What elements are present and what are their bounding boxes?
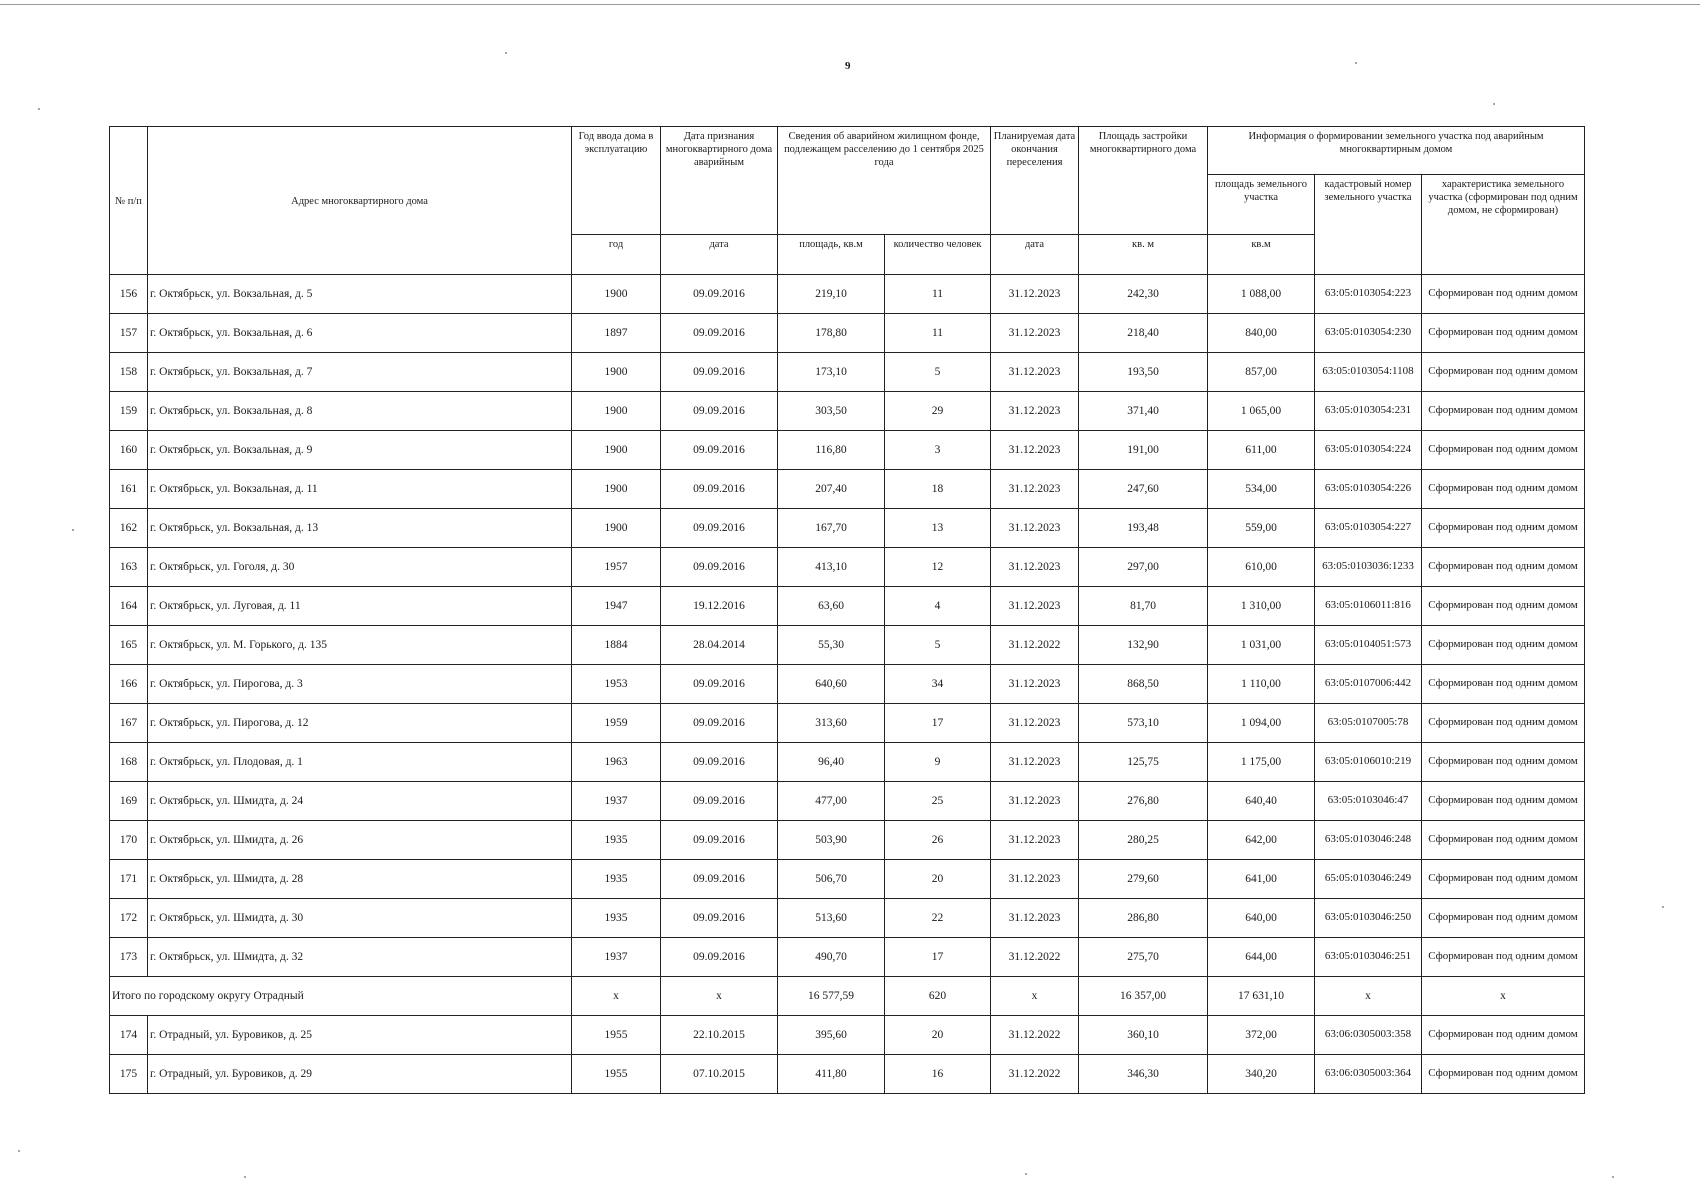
row-land-status: Сформирован под одним домом (1422, 431, 1585, 470)
row-number: 159 (110, 392, 148, 431)
row-number: 168 (110, 743, 148, 782)
row-land-status: Сформирован под одним домом (1422, 1055, 1585, 1094)
col-header-year-built: Год ввода дома в эксплуатацию (572, 127, 661, 235)
row-building-area: 280,25 (1079, 821, 1208, 860)
scan-speck (18, 1150, 20, 1152)
row-land-area: 644,00 (1208, 938, 1315, 977)
row-people: 5 (885, 626, 991, 665)
row-building-area: 242,30 (1079, 275, 1208, 314)
row-planned-end: 31.12.2023 (991, 470, 1079, 509)
row-year: 1959 (572, 704, 661, 743)
table-row (110, 899, 1585, 938)
row-land-status: Сформирован под одним домом (1422, 782, 1585, 821)
row-address: г. Октябрьск, ул. Вокзальная, д. 5 (148, 275, 572, 314)
row-number: 163 (110, 548, 148, 587)
row-planned-end: 31.12.2023 (991, 860, 1079, 899)
row-address: г. Отрадный, ул. Буровиков, д. 25 (148, 1016, 572, 1055)
row-recognition-date: 09.09.2016 (661, 938, 778, 977)
row-building-area: 346,30 (1079, 1055, 1208, 1094)
row-land-status: Сформирован под одним домом (1422, 704, 1585, 743)
scan-edge-line (0, 4, 1700, 5)
row-land-area: 340,20 (1208, 1055, 1315, 1094)
row-cadastral: 63:05:0103054:230 (1315, 314, 1422, 353)
row-number: 156 (110, 275, 148, 314)
row-land-status: Сформирован под одним домом (1422, 899, 1585, 938)
row-recognition-date: 09.09.2016 (661, 665, 778, 704)
row-address: г. Октябрьск, ул. Вокзальная, д. 8 (148, 392, 572, 431)
row-recognition-date: 09.09.2016 (661, 704, 778, 743)
row-year: 1935 (572, 821, 661, 860)
row-year: 1897 (572, 314, 661, 353)
row-land-status: Сформирован под одним домом (1422, 587, 1585, 626)
row-building-area: 360,10 (1079, 1016, 1208, 1055)
row-planned-end: 31.12.2023 (991, 548, 1079, 587)
row-people: 29 (885, 392, 991, 431)
total-people: 620 (885, 977, 991, 1016)
row-building-area: 191,00 (1079, 431, 1208, 470)
row-building-area: 275,70 (1079, 938, 1208, 977)
table-row (110, 938, 1585, 977)
row-address: г. Октябрьск, ул. Луговая, д. 11 (148, 587, 572, 626)
row-recognition-date: 09.09.2016 (661, 899, 778, 938)
row-building-area: 868,50 (1079, 665, 1208, 704)
row-recognition-date: 09.09.2016 (661, 353, 778, 392)
scan-speck (1493, 103, 1495, 105)
unit-land-sqm: кв.м (1208, 235, 1315, 275)
col-header-num: № п/п (110, 127, 148, 275)
row-number: 171 (110, 860, 148, 899)
row-planned-end: 31.12.2023 (991, 509, 1079, 548)
row-land-status: Сформирован под одним домом (1422, 314, 1585, 353)
row-recognition-date: 09.09.2016 (661, 509, 778, 548)
total-end: х (991, 977, 1079, 1016)
row-recognition-date: 09.09.2016 (661, 548, 778, 587)
total-cadastral: х (1315, 977, 1422, 1016)
row-area: 490,70 (778, 938, 885, 977)
row-building-area: 297,00 (1079, 548, 1208, 587)
row-address: г. Октябрьск, ул. Вокзальная, д. 7 (148, 353, 572, 392)
row-land-area: 1 088,00 (1208, 275, 1315, 314)
row-cadastral: 63:05:0106011:816 (1315, 587, 1422, 626)
total-land: 17 631,10 (1208, 977, 1315, 1016)
row-building-area: 218,40 (1079, 314, 1208, 353)
row-cadastral: 63:05:0103046:250 (1315, 899, 1422, 938)
row-area: 477,00 (778, 782, 885, 821)
row-building-area: 132,90 (1079, 626, 1208, 665)
row-land-area: 1 094,00 (1208, 704, 1315, 743)
unit-building-sqm: кв. м (1079, 235, 1208, 275)
table-row (110, 509, 1585, 548)
row-planned-end: 31.12.2022 (991, 1055, 1079, 1094)
row-area: 411,80 (778, 1055, 885, 1094)
row-year: 1935 (572, 860, 661, 899)
unit-date: дата (661, 235, 778, 275)
row-land-area: 1 065,00 (1208, 392, 1315, 431)
emergency-housing-table (109, 126, 1585, 1094)
row-number: 170 (110, 821, 148, 860)
row-address: г. Октябрьск, ул. Шмидта, д. 28 (148, 860, 572, 899)
row-land-status: Сформирован под одним домом (1422, 860, 1585, 899)
col-header-land-status: характеристика земельного участка (сформирован под одним домом, не сформирован) (1422, 175, 1585, 275)
col-header-planned-end: Планируемая дата окончания переселения (991, 127, 1079, 235)
row-land-area: 559,00 (1208, 509, 1315, 548)
row-year: 1957 (572, 548, 661, 587)
row-year: 1900 (572, 509, 661, 548)
row-year: 1947 (572, 587, 661, 626)
row-number: 158 (110, 353, 148, 392)
table-row (110, 1016, 1585, 1055)
row-land-area: 857,00 (1208, 353, 1315, 392)
unit-year: год (572, 235, 661, 275)
row-area: 173,10 (778, 353, 885, 392)
row-land-status: Сформирован под одним домом (1422, 626, 1585, 665)
row-number: 157 (110, 314, 148, 353)
row-people: 13 (885, 509, 991, 548)
row-year: 1953 (572, 665, 661, 704)
col-header-land-info: Информация о формировании земельного участка под аварийным многоквартирным домом (1208, 127, 1585, 175)
row-address: г. Октябрьск, ул. Вокзальная, д. 6 (148, 314, 572, 353)
total-date: х (661, 977, 778, 1016)
row-land-area: 840,00 (1208, 314, 1315, 353)
row-land-status: Сформирован под одним домом (1422, 938, 1585, 977)
total-status: х (1422, 977, 1585, 1016)
row-address: г. Октябрьск, ул. Шмидта, д. 32 (148, 938, 572, 977)
row-cadastral: 63:06:0305003:358 (1315, 1016, 1422, 1055)
unit-people: количество человек (885, 235, 991, 275)
total-year: х (572, 977, 661, 1016)
row-building-area: 193,50 (1079, 353, 1208, 392)
row-cadastral: 63:05:0103054:223 (1315, 275, 1422, 314)
row-address: г. Октябрьск, ул. Шмидта, д. 30 (148, 899, 572, 938)
table-row (110, 314, 1585, 353)
row-address: г. Октябрьск, ул. Вокзальная, д. 11 (148, 470, 572, 509)
row-people: 3 (885, 431, 991, 470)
row-area: 395,60 (778, 1016, 885, 1055)
table-row (110, 470, 1585, 509)
row-area: 303,50 (778, 392, 885, 431)
row-area: 506,70 (778, 860, 885, 899)
row-people: 11 (885, 314, 991, 353)
row-planned-end: 31.12.2023 (991, 587, 1079, 626)
row-cadastral: 63:06:0305003:364 (1315, 1055, 1422, 1094)
row-recognition-date: 09.09.2016 (661, 743, 778, 782)
row-recognition-date: 09.09.2016 (661, 431, 778, 470)
row-address: г. Отрадный, ул. Буровиков, д. 29 (148, 1055, 572, 1094)
row-number: 161 (110, 470, 148, 509)
unit-planned-date: дата (991, 235, 1079, 275)
scan-speck (1612, 1176, 1614, 1178)
row-year: 1884 (572, 626, 661, 665)
scan-speck (1662, 906, 1664, 908)
col-header-emergency-fund: Сведения об аварийном жилищном фонде, подлежащем расселению до 1 сентября 2025 года (778, 127, 991, 235)
row-cadastral: 63:05:0106010:219 (1315, 743, 1422, 782)
row-building-area: 371,40 (1079, 392, 1208, 431)
row-land-area: 372,00 (1208, 1016, 1315, 1055)
row-land-area: 640,40 (1208, 782, 1315, 821)
row-people: 4 (885, 587, 991, 626)
table-row (110, 860, 1585, 899)
row-area: 413,10 (778, 548, 885, 587)
table-row (110, 704, 1585, 743)
row-planned-end: 31.12.2022 (991, 938, 1079, 977)
row-address: г. Октябрьск, ул. Вокзальная, д. 13 (148, 509, 572, 548)
row-land-status: Сформирован под одним домом (1422, 1016, 1585, 1055)
table-row (110, 353, 1585, 392)
row-planned-end: 31.12.2023 (991, 275, 1079, 314)
total-area: 16 577,59 (778, 977, 885, 1016)
row-land-status: Сформирован под одним домом (1422, 353, 1585, 392)
row-building-area: 573,10 (1079, 704, 1208, 743)
row-area: 640,60 (778, 665, 885, 704)
scan-speck (72, 529, 74, 531)
row-address: г. Октябрьск, ул. М. Горького, д. 135 (148, 626, 572, 665)
row-planned-end: 31.12.2023 (991, 821, 1079, 860)
row-building-area: 193,48 (1079, 509, 1208, 548)
row-cadastral: 63:05:0103036:1233 (1315, 548, 1422, 587)
row-land-area: 610,00 (1208, 548, 1315, 587)
row-address: г. Октябрьск, ул. Пирогова, д. 3 (148, 665, 572, 704)
row-cadastral: 63:05:0104051:573 (1315, 626, 1422, 665)
row-recognition-date: 22.10.2015 (661, 1016, 778, 1055)
row-cadastral: 65:05:0103046:249 (1315, 860, 1422, 899)
row-people: 17 (885, 938, 991, 977)
row-recognition-date: 09.09.2016 (661, 821, 778, 860)
row-address: г. Октябрьск, ул. Плодовая, д. 1 (148, 743, 572, 782)
total-label: Итого по городскому округу Отрадный (110, 977, 572, 1016)
row-planned-end: 31.12.2023 (991, 392, 1079, 431)
col-header-building-area: Площадь застройки многоквартирного дома (1079, 127, 1208, 235)
row-building-area: 125,75 (1079, 743, 1208, 782)
row-number: 169 (110, 782, 148, 821)
row-planned-end: 31.12.2023 (991, 353, 1079, 392)
col-header-cadastral: кадастровый номер земельного участка (1315, 175, 1422, 275)
row-land-area: 534,00 (1208, 470, 1315, 509)
row-recognition-date: 19.12.2016 (661, 587, 778, 626)
row-year: 1935 (572, 899, 661, 938)
row-people: 12 (885, 548, 991, 587)
row-planned-end: 31.12.2023 (991, 431, 1079, 470)
row-people: 22 (885, 899, 991, 938)
row-recognition-date: 09.09.2016 (661, 782, 778, 821)
scan-speck (1025, 1173, 1027, 1175)
row-building-area: 279,60 (1079, 860, 1208, 899)
row-people: 9 (885, 743, 991, 782)
row-area: 167,70 (778, 509, 885, 548)
row-area: 503,90 (778, 821, 885, 860)
row-area: 207,40 (778, 470, 885, 509)
total-build: 16 357,00 (1079, 977, 1208, 1016)
row-land-status: Сформирован под одним домом (1422, 548, 1585, 587)
row-number: 172 (110, 899, 148, 938)
row-recognition-date: 09.09.2016 (661, 392, 778, 431)
row-planned-end: 31.12.2023 (991, 704, 1079, 743)
row-cadastral: 63:05:0103046:248 (1315, 821, 1422, 860)
row-people: 26 (885, 821, 991, 860)
row-land-status: Сформирован под одним домом (1422, 821, 1585, 860)
row-number: 166 (110, 665, 148, 704)
row-year: 1955 (572, 1016, 661, 1055)
row-people: 5 (885, 353, 991, 392)
scan-speck (1355, 62, 1357, 64)
row-number: 175 (110, 1055, 148, 1094)
row-cadastral: 63:05:0103054:1108 (1315, 353, 1422, 392)
table-row (110, 1055, 1585, 1094)
row-land-status: Сформирован под одним домом (1422, 509, 1585, 548)
row-address: г. Октябрьск, ул. Шмидта, д. 24 (148, 782, 572, 821)
row-cadastral: 63:05:0103054:231 (1315, 392, 1422, 431)
table-row (110, 743, 1585, 782)
row-area: 116,80 (778, 431, 885, 470)
row-recognition-date: 07.10.2015 (661, 1055, 778, 1094)
row-building-area: 276,80 (1079, 782, 1208, 821)
row-planned-end: 31.12.2023 (991, 743, 1079, 782)
row-recognition-date: 09.09.2016 (661, 275, 778, 314)
col-header-land-area: площадь земельного участка (1208, 175, 1315, 235)
row-year: 1937 (572, 782, 661, 821)
row-cadastral: 63:05:0103054:224 (1315, 431, 1422, 470)
row-planned-end: 31.12.2023 (991, 782, 1079, 821)
row-area: 178,80 (778, 314, 885, 353)
row-year: 1963 (572, 743, 661, 782)
row-building-area: 286,80 (1079, 899, 1208, 938)
row-year: 1900 (572, 353, 661, 392)
table-row (110, 782, 1585, 821)
row-planned-end: 31.12.2023 (991, 665, 1079, 704)
table-row (110, 626, 1585, 665)
row-people: 20 (885, 1016, 991, 1055)
row-land-area: 611,00 (1208, 431, 1315, 470)
row-year: 1900 (572, 392, 661, 431)
row-number: 173 (110, 938, 148, 977)
row-area: 96,40 (778, 743, 885, 782)
total-row (110, 977, 1585, 1016)
row-year: 1900 (572, 275, 661, 314)
row-cadastral: 63:05:0107005:78 (1315, 704, 1422, 743)
row-cadastral: 63:05:0107006:442 (1315, 665, 1422, 704)
table-row (110, 431, 1585, 470)
row-number: 164 (110, 587, 148, 626)
row-people: 16 (885, 1055, 991, 1094)
table-row (110, 587, 1585, 626)
row-area: 63,60 (778, 587, 885, 626)
row-people: 18 (885, 470, 991, 509)
page-number: 9 (845, 60, 851, 72)
row-area: 219,10 (778, 275, 885, 314)
row-number: 162 (110, 509, 148, 548)
row-number: 174 (110, 1016, 148, 1055)
row-land-area: 642,00 (1208, 821, 1315, 860)
row-land-status: Сформирован под одним домом (1422, 392, 1585, 431)
row-land-area: 640,00 (1208, 899, 1315, 938)
table-row (110, 275, 1585, 314)
row-recognition-date: 09.09.2016 (661, 470, 778, 509)
unit-area-sqm: площадь, кв.м (778, 235, 885, 275)
row-land-area: 1 175,00 (1208, 743, 1315, 782)
row-planned-end: 31.12.2022 (991, 1016, 1079, 1055)
row-people: 17 (885, 704, 991, 743)
row-address: г. Октябрьск, ул. Гоголя, д. 30 (148, 548, 572, 587)
row-land-status: Сформирован под одним домом (1422, 275, 1585, 314)
row-year: 1955 (572, 1055, 661, 1094)
table-row (110, 821, 1585, 860)
row-year: 1937 (572, 938, 661, 977)
row-land-status: Сформирован под одним домом (1422, 665, 1585, 704)
row-land-area: 641,00 (1208, 860, 1315, 899)
row-address: г. Октябрьск, ул. Вокзальная, д. 9 (148, 431, 572, 470)
row-area: 313,60 (778, 704, 885, 743)
row-year: 1900 (572, 470, 661, 509)
row-number: 165 (110, 626, 148, 665)
row-area: 513,60 (778, 899, 885, 938)
row-address: г. Октябрьск, ул. Пирогова, д. 12 (148, 704, 572, 743)
row-recognition-date: 09.09.2016 (661, 860, 778, 899)
table-row (110, 392, 1585, 431)
row-land-area: 1 310,00 (1208, 587, 1315, 626)
row-number: 167 (110, 704, 148, 743)
row-land-status: Сформирован под одним домом (1422, 743, 1585, 782)
row-planned-end: 31.12.2023 (991, 314, 1079, 353)
row-planned-end: 31.12.2022 (991, 626, 1079, 665)
scan-speck (38, 108, 40, 110)
row-land-area: 1 031,00 (1208, 626, 1315, 665)
col-header-address: Адрес многоквартирного дома (148, 127, 572, 275)
row-people: 11 (885, 275, 991, 314)
row-building-area: 81,70 (1079, 587, 1208, 626)
row-cadastral: 63:05:0103046:251 (1315, 938, 1422, 977)
row-area: 55,30 (778, 626, 885, 665)
row-address: г. Октябрьск, ул. Шмидта, д. 26 (148, 821, 572, 860)
row-land-area: 1 110,00 (1208, 665, 1315, 704)
col-header-recognition-date: Дата признания многоквартирного дома аварийным (661, 127, 778, 235)
row-cadastral: 63:05:0103054:227 (1315, 509, 1422, 548)
row-recognition-date: 28.04.2014 (661, 626, 778, 665)
scan-speck (244, 1176, 246, 1178)
row-cadastral: 63:05:0103046:47 (1315, 782, 1422, 821)
table-row (110, 548, 1585, 587)
row-year: 1900 (572, 431, 661, 470)
scan-speck (505, 52, 507, 54)
row-people: 34 (885, 665, 991, 704)
row-people: 20 (885, 860, 991, 899)
row-number: 160 (110, 431, 148, 470)
row-recognition-date: 09.09.2016 (661, 314, 778, 353)
row-people: 25 (885, 782, 991, 821)
table-row (110, 665, 1585, 704)
row-cadastral: 63:05:0103054:226 (1315, 470, 1422, 509)
row-building-area: 247,60 (1079, 470, 1208, 509)
row-land-status: Сформирован под одним домом (1422, 470, 1585, 509)
row-planned-end: 31.12.2023 (991, 899, 1079, 938)
